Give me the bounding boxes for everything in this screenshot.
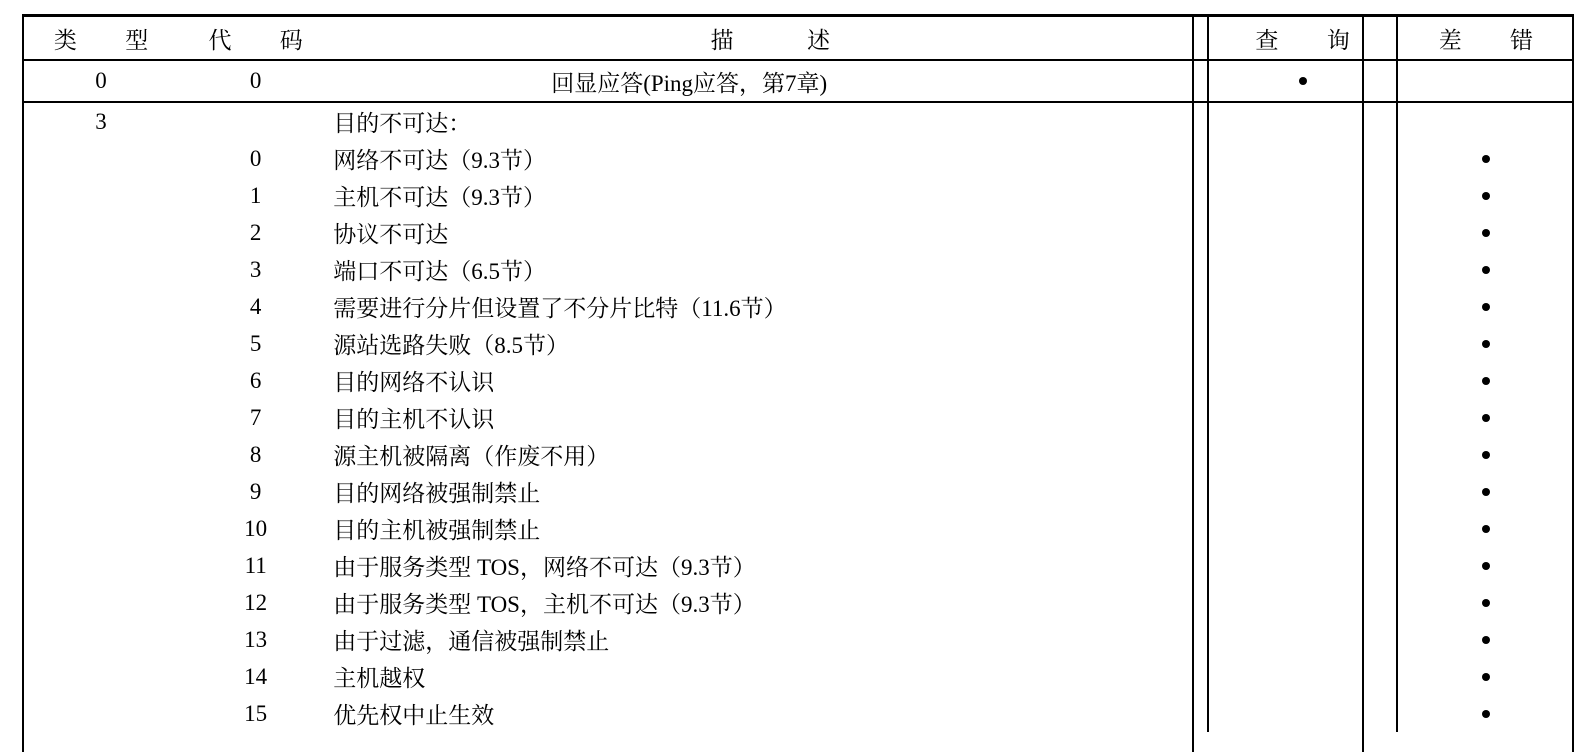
column-header-type: 类 型 [23, 16, 178, 61]
table-row [23, 177, 1574, 214]
cell-code: 2 [249, 219, 262, 245]
table-error-column-border [1362, 14, 1364, 752]
cell-type [23, 473, 178, 510]
cell-error-mark [1397, 288, 1574, 325]
cell-error-mark [1397, 621, 1574, 658]
cell-description: 网络不可达（9.3节） [333, 148, 546, 173]
cell-error-mark [1397, 102, 1574, 140]
cell-code: 14 [244, 663, 268, 689]
cell-description: 回显应答(Ping应答，第7章) [333, 60, 1208, 102]
cell-description: 由于服务类型 TOS，网络不可达（9.3节） [333, 555, 756, 580]
cell-error-mark [1397, 658, 1574, 695]
table-row [23, 325, 1574, 362]
bullet-icon [1482, 377, 1490, 385]
cell-code: 5 [249, 330, 262, 356]
cell-query-mark [1208, 140, 1396, 177]
cell-code: 10 [244, 515, 268, 541]
column-header-description: 描 述 [333, 16, 1208, 61]
table-row [23, 510, 1574, 547]
cell-type [23, 658, 178, 695]
table-row [23, 436, 1574, 473]
table-row [23, 60, 1574, 102]
cell-error-mark [1397, 362, 1574, 399]
cell-error-mark [1397, 60, 1574, 102]
cell-description: 目的主机不认识 [333, 407, 495, 432]
column-header-query: 查 询 [1208, 16, 1396, 61]
cell-code: 0 [178, 60, 333, 102]
bullet-icon [1482, 599, 1490, 607]
column-header-error: 差 错 [1397, 16, 1574, 61]
cell-description: 协议不可达 [333, 222, 449, 247]
cell-type [23, 695, 178, 732]
cell-code [178, 102, 333, 140]
table-row [23, 658, 1574, 695]
cell-type [23, 399, 178, 436]
cell-error-mark [1397, 547, 1574, 584]
cell-error-mark [1397, 177, 1574, 214]
cell-code: 15 [244, 700, 268, 726]
cell-type [23, 510, 178, 547]
table-query-column-border [1192, 14, 1194, 752]
bullet-icon [1482, 266, 1490, 274]
table-row [23, 288, 1574, 325]
cell-query-mark [1208, 251, 1396, 288]
cell-query-mark [1208, 362, 1396, 399]
cell-type [23, 140, 178, 177]
cell-code: 7 [249, 404, 262, 430]
cell-description: 由于服务类型 TOS，主机不可达（9.3节） [333, 592, 756, 617]
cell-error-mark [1397, 436, 1574, 473]
cell-code: 1 [249, 182, 262, 208]
cell-type [23, 621, 178, 658]
cell-error-mark [1397, 325, 1574, 362]
cell-error-mark [1397, 399, 1574, 436]
cell-type [23, 436, 178, 473]
cell-error-mark [1397, 473, 1574, 510]
cell-type [23, 584, 178, 621]
bullet-icon [1482, 562, 1490, 570]
table-header-row [23, 16, 1574, 61]
cell-query-mark [1208, 399, 1396, 436]
cell-query-mark [1208, 584, 1396, 621]
cell-query-mark [1208, 60, 1396, 102]
table-row [23, 251, 1574, 288]
bullet-icon [1299, 77, 1307, 85]
cell-error-mark [1397, 251, 1574, 288]
bullet-icon [1482, 710, 1490, 718]
cell-type [23, 251, 178, 288]
table-row [23, 102, 1574, 140]
cell-error-mark [1397, 214, 1574, 251]
cell-query-mark [1208, 102, 1396, 140]
cell-description: 优先权中止生效 [333, 703, 495, 728]
table-row [23, 140, 1574, 177]
cell-query-mark [1208, 695, 1396, 732]
cell-error-mark [1397, 695, 1574, 732]
table-left-border [22, 14, 24, 752]
cell-description: 需要进行分片但设置了不分片比特（11.6节） [333, 296, 787, 321]
cell-code: 11 [244, 552, 267, 578]
cell-code: 9 [249, 478, 262, 504]
bullet-icon [1482, 155, 1490, 163]
cell-code: 3 [249, 256, 262, 282]
cell-type [23, 325, 178, 362]
cell-query-mark [1208, 621, 1396, 658]
bullet-icon [1482, 451, 1490, 459]
bullet-icon [1482, 192, 1490, 200]
cell-description: 目的主机被强制禁止 [333, 518, 541, 543]
cell-type [23, 362, 178, 399]
cell-code: 13 [244, 626, 268, 652]
cell-query-mark [1208, 288, 1396, 325]
cell-query-mark [1208, 658, 1396, 695]
bullet-icon [1482, 229, 1490, 237]
icmp-message-types-table [22, 14, 1574, 732]
cell-type [23, 214, 178, 251]
table-row [23, 695, 1574, 732]
cell-error-mark [1397, 140, 1574, 177]
cell-query-mark [1208, 325, 1396, 362]
table-row [23, 621, 1574, 658]
table-row [23, 473, 1574, 510]
table-row [23, 399, 1574, 436]
cell-code: 0 [249, 145, 262, 171]
table-row [23, 584, 1574, 621]
cell-query-mark [1208, 510, 1396, 547]
column-header-code: 代 码 [178, 16, 333, 61]
bullet-icon [1482, 673, 1490, 681]
cell-query-mark [1208, 177, 1396, 214]
cell-query-mark [1208, 214, 1396, 251]
table-row [23, 547, 1574, 584]
cell-code: 6 [249, 367, 262, 393]
bullet-icon [1482, 488, 1490, 496]
table-right-border [1572, 14, 1574, 752]
cell-type [23, 547, 178, 584]
cell-description: 目的网络被强制禁止 [333, 481, 541, 506]
cell-type [23, 177, 178, 214]
cell-description: 主机越权 [333, 666, 426, 691]
cell-type [23, 288, 178, 325]
cell-description: 源站选路失败（8.5节） [333, 333, 569, 358]
bullet-icon [1482, 340, 1490, 348]
cell-error-mark [1397, 510, 1574, 547]
bullet-icon [1482, 525, 1490, 533]
table-row [23, 214, 1574, 251]
cell-description: 目的网络不认识 [333, 370, 495, 395]
cell-code: 8 [249, 441, 262, 467]
cell-error-mark [1397, 584, 1574, 621]
table-top-rule [22, 14, 1574, 17]
cell-description: 由于过滤，通信被强制禁止 [333, 629, 610, 654]
bullet-icon [1482, 636, 1490, 644]
cell-code: 4 [249, 293, 262, 319]
cell-query-mark [1208, 436, 1396, 473]
cell-query-mark [1208, 547, 1396, 584]
cell-description: 端口不可达（6.5节） [333, 259, 546, 284]
cell-description: 目的不可达： [333, 111, 472, 136]
bullet-icon [1482, 414, 1490, 422]
cell-description: 主机不可达（9.3节） [333, 185, 546, 210]
bullet-icon [1482, 303, 1490, 311]
table-row [23, 362, 1574, 399]
cell-code: 12 [244, 589, 268, 615]
cell-query-mark [1208, 473, 1396, 510]
cell-description: 源主机被隔离（作废不用） [333, 444, 610, 469]
cell-type: 0 [23, 60, 178, 102]
cell-type: 3 [23, 102, 178, 140]
